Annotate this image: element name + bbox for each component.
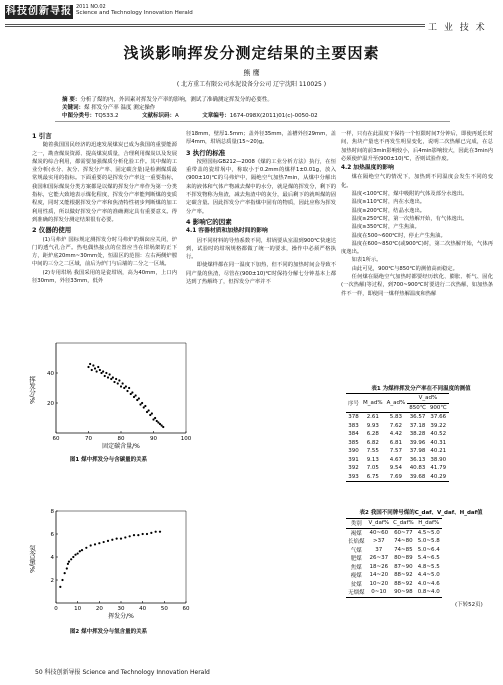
table-row	[346, 413, 449, 422]
table-cell: 378	[348, 414, 359, 421]
table-row	[346, 430, 449, 439]
clc-label: 中图分类号：	[62, 113, 96, 119]
table-cell: 7.05	[366, 465, 379, 472]
data-point	[129, 535, 131, 537]
classification-line	[62, 112, 462, 120]
table-row	[346, 563, 442, 572]
data-point	[100, 372, 102, 374]
paragraph: 温度在600~850℃(或900℃)时，第二次热解开始，气体再度逸出。	[341, 240, 493, 256]
data-point	[122, 382, 124, 384]
data-point	[89, 363, 91, 365]
paragraph: 随着我国国民经济的迅速发展煤炭已成为我国的重要能源之一，勘查煤炭资源、提高煤炭质量，合理利用煤炭以及发展煤炭的综合利用，都需要加强煤质分析化验工作。其中煤的工业分析(水分、灰分、挥发分产率、固定碳含量)是检测煤质最常规最实用的指标。下面重要的是挥发分产率这一重要指标，我国和国际煤炭分类方案都是以煤的挥发分产率作为第一分类指标，它能大致地表示煤化程度，挥发分产率能判断煤的变质程度，同时又能根据挥发分产率和焦渣特性初步判断煤的加工利用性质，所以做好挥发分产率的准确测定具有重要意义。得到准确的挥发分测定结果很有必要。	[32, 142, 177, 223]
header-rule-2	[5, 26, 425, 27]
table-cell: 5.0~5.8	[417, 538, 440, 545]
data-point	[105, 372, 107, 374]
table-cell: 383	[348, 422, 359, 429]
paragraph: 煤在隔绝空气的情况下，加热到不同温度会发生不同的变化。	[341, 174, 493, 189]
author: 熊 鹰	[243, 69, 260, 77]
table-cell: 4.67	[389, 456, 403, 463]
x-tick-label: 30	[117, 606, 125, 612]
data-point	[159, 423, 161, 425]
table-cell: 39.68	[409, 473, 426, 480]
table-row	[346, 456, 449, 465]
table-cell: 瘦煤	[350, 573, 362, 580]
table-row	[346, 537, 442, 546]
data-point	[155, 531, 157, 533]
data-point	[144, 405, 146, 407]
x-tick-label: 70	[85, 436, 92, 442]
data-point	[59, 586, 61, 588]
journal-english-name: Science and Technology Innovation Herald	[76, 10, 193, 16]
data-point	[136, 399, 138, 401]
table-1	[346, 393, 449, 482]
data-point	[92, 364, 94, 366]
table-cell: 26~37	[369, 555, 389, 562]
x-tick-label: 0	[54, 606, 58, 612]
table-cell: 74~85	[394, 546, 413, 553]
table-cell: 40.29	[430, 473, 447, 480]
doc-value: A	[174, 113, 179, 119]
x-tick-label: 100	[180, 436, 191, 442]
table-cell: 4.42	[389, 431, 403, 438]
paragraph: 因不同材料的导热系数不同，坩埚要从室温到900℃快速达到，试验时的坩埚规格都做了统一的要求，操作中必须严格执行。	[186, 237, 336, 261]
article-title: 浅谈影响挥发分测定结果的主要因素	[123, 44, 380, 62]
table-row	[346, 546, 442, 555]
table-header-cell: 类别	[350, 521, 362, 528]
y-axis-label: 氢含量/%	[28, 545, 36, 573]
paragraph: 温度≥250℃时，第一次热解开始，有气体逸出。	[351, 215, 468, 222]
table-header-cell: C_daf%	[393, 520, 414, 527]
table-cell: 39.96	[409, 439, 426, 446]
section-heading: 1 引言	[32, 132, 52, 140]
data-point	[118, 379, 120, 381]
data-point	[110, 378, 112, 380]
table-cell: 40.83	[409, 465, 426, 472]
column-2	[186, 130, 336, 286]
doc-label: 文献标识码：	[141, 113, 175, 119]
data-point	[128, 387, 130, 389]
table-cell: 80~89	[394, 555, 413, 562]
data-point	[151, 412, 153, 414]
table-cell: 褐煤	[350, 530, 362, 537]
keywords-line	[62, 104, 462, 112]
meta-rule	[55, 121, 450, 122]
data-point	[120, 385, 122, 387]
table-row	[346, 439, 449, 448]
table-row	[346, 422, 449, 431]
table-cell: 37	[375, 546, 383, 553]
data-point	[133, 534, 135, 536]
data-point	[142, 533, 144, 535]
data-point	[68, 561, 70, 563]
data-point	[104, 375, 106, 377]
table-cell: 88~92	[394, 580, 413, 587]
table-cell: 37.66	[430, 414, 447, 421]
data-point	[156, 420, 158, 422]
table-cell: 6.82	[366, 439, 379, 446]
table-cell: 74~80	[394, 538, 413, 545]
table-cell: 6.75	[366, 473, 379, 480]
abstract-label: 摘 要：	[62, 97, 81, 103]
data-point	[109, 373, 111, 375]
abstract-text: 分析了煤的内，外因素对挥发分产率的影响，测试了准确测定挥发分的必要性。	[80, 97, 273, 103]
header-rule	[5, 24, 425, 25]
data-point	[141, 402, 143, 404]
table-row	[346, 580, 442, 589]
table-row	[346, 473, 449, 482]
data-point	[107, 376, 109, 378]
table-row	[346, 464, 449, 473]
data-point	[124, 536, 126, 538]
x-tick-label: 40	[139, 606, 147, 612]
paragraph: 径18mm，壁厚1.5mm；盖外径35mm，盖槽外径29mm，盖厚4mm，坩埚总质量(15~20)g。	[186, 131, 336, 146]
paragraph: 如表1所示。	[351, 257, 382, 264]
table-cell: 6.28	[366, 431, 379, 438]
data-point	[79, 550, 81, 552]
page-footer: 50 科技创新导报 Science and Technology Innovation Herald	[35, 669, 210, 676]
data-point	[112, 376, 114, 378]
table-row	[346, 447, 449, 456]
table-cell: 7.62	[389, 422, 403, 429]
keywords-text: 煤 挥发分产率 温度 测定操作	[84, 105, 156, 111]
section-heading: 3 执行的标准	[186, 148, 226, 157]
table-cell: 36.57	[409, 414, 426, 421]
data-point	[107, 540, 109, 542]
table-cell: 88~92	[394, 572, 413, 579]
y-axis-label: 挥发分/%	[28, 376, 36, 404]
table-cell: 40.31	[430, 439, 447, 446]
table-cell: 37.18	[409, 422, 426, 429]
table-cell: 无烟煤	[348, 590, 365, 597]
paragraph: 温度<100℃时，煤中吸附的气体及部分水逸出。	[351, 191, 468, 198]
x-tick-label: 20	[95, 606, 103, 612]
data-point	[66, 567, 68, 569]
table-cell: 391	[348, 456, 359, 463]
table-header-cell: 序号	[346, 394, 361, 413]
subsection-heading: 4.2 加热温度的影响	[341, 165, 394, 172]
table-cell: 40.52	[430, 431, 447, 438]
data-point	[137, 534, 139, 536]
table-cell: 焦煤	[350, 564, 362, 571]
data-point	[130, 393, 132, 395]
table-cell: 60~77	[394, 529, 413, 536]
data-point	[154, 417, 156, 419]
data-point	[146, 533, 148, 535]
table-header-cell: H_daf%	[418, 520, 440, 527]
data-point	[103, 541, 105, 543]
y-tick-label: 20	[47, 401, 54, 407]
x-tick-label: 60	[52, 436, 60, 442]
table-cell: >37	[372, 538, 385, 545]
table-cell: 10~20	[369, 580, 389, 587]
figure-1-caption: 图1 煤中挥发分与含碳量的关系	[69, 457, 148, 463]
data-point	[120, 538, 122, 540]
y-tick-label: 2	[50, 578, 54, 584]
table-cell: 4.8~5.5	[417, 563, 440, 570]
figure-1-chart	[26, 338, 191, 453]
data-point	[99, 369, 101, 371]
data-point	[64, 572, 66, 574]
data-point	[126, 390, 128, 392]
data-point	[77, 552, 79, 554]
paragraph: 即使煤样都在同一温度下加热，但不同的加热时间会导致不同产量的焦渣，尽管在(900±10)℃时保持分解七分钟基本上都达到了热解终了，但挥发分产率并不	[186, 262, 336, 286]
table-cell: 5.0~6.4	[417, 546, 440, 553]
x-tick-label: 50	[160, 606, 168, 612]
table-cell: 39.22	[430, 422, 447, 429]
data-point	[125, 385, 127, 387]
data-point	[139, 403, 141, 405]
table-cell: 2.61	[366, 414, 379, 421]
x-tick-label: 10	[74, 606, 82, 612]
table-1-caption: 表1 为煤样挥发分产率在不同温度的测值	[371, 386, 471, 392]
table-cell: 7.69	[389, 473, 403, 480]
paragraph: 温度≥200℃时，结晶水逸出。	[351, 207, 426, 214]
paragraph: 温度在500~600℃时，停止产生焦油。	[351, 232, 446, 239]
data-point	[117, 382, 119, 384]
x-axis-label: 固定碳含量/%	[102, 443, 140, 450]
paragraph: 按照国标GB212—2008《煤的工业分析方法》执行，在恒重带盖的瓷坩埚中，称取小于0.2mm的煤样1±0.01g，放入(900±10)℃的马弗炉中，隔绝空气加热7min，从煤中分解出来的液体和气体产物减去煤中的水分，就是煤的挥发分，剩下的不挥发物称为焦渣，减去焦渣中的灰分，最后剩下的就叫煤的固定碳含量。因此挥发分产率指煤中固有的物质，因此应称为挥发分产率。	[186, 158, 336, 215]
table-header-cell: 900℃	[429, 404, 447, 411]
paragraph: 任何煤在隔绝空气加热时都要经历软化、膨胀、析气、固化(一次热解)等过程，到700~900℃时要进行二次热解，如加热条件不一样，即使同一煤样热解温度和热解	[341, 274, 493, 297]
data-point	[67, 563, 69, 565]
table-cell: 392	[348, 465, 359, 472]
section-heading: 4 影响它的因素	[186, 217, 232, 226]
table-cell: 9.93	[366, 422, 379, 429]
table-cell: 7.57	[389, 448, 403, 455]
table-cell: 5.4~6.5	[417, 555, 440, 562]
data-point	[162, 426, 164, 428]
data-point	[94, 367, 96, 369]
table-cell: 14~20	[369, 572, 389, 579]
data-point	[116, 538, 118, 540]
section-label: 工 业 技 术	[428, 23, 487, 33]
data-point	[135, 394, 137, 396]
affiliation: ( 北方重工有限公司水泥设备分公司 辽宁沈阳 110025 )	[176, 81, 327, 88]
x-axis-label: 挥发分/%	[108, 613, 134, 620]
table-cell: 36.13	[409, 456, 426, 463]
table-header-cell: M_ad%	[361, 394, 385, 413]
table-cell: 4.4~5.0	[417, 572, 440, 579]
data-point	[161, 424, 163, 426]
data-point	[149, 414, 151, 416]
data-point	[96, 370, 98, 372]
data-point	[94, 543, 96, 545]
column-3	[341, 130, 493, 298]
data-point	[133, 396, 135, 398]
table-header-cell: A_ad%	[385, 394, 408, 413]
table-header-cell: 850℃	[409, 404, 426, 411]
paragraph: 温度≥350℃时，产生焦油。	[351, 224, 420, 231]
data-point	[87, 366, 89, 368]
table-cell: 385	[348, 439, 359, 446]
column-1	[32, 130, 177, 285]
table-cell: 7.55	[366, 448, 379, 455]
y-tick-label: 4	[50, 555, 54, 561]
table-cell: 384	[348, 431, 359, 438]
table-header-cell: V_ad%	[407, 394, 448, 404]
paragraph: 由此可见，900℃与850℃的测值高而稳定。	[351, 265, 458, 272]
data-point	[157, 421, 159, 423]
data-point	[152, 418, 154, 420]
table-2	[346, 518, 442, 598]
data-point	[138, 397, 140, 399]
table-cell: 9.13	[366, 456, 379, 463]
x-tick-label: 90	[150, 436, 157, 442]
journal-name-box: 科技创新导报	[6, 6, 72, 17]
table-cell: 393	[348, 473, 359, 480]
data-point	[102, 370, 104, 372]
table-row	[346, 528, 442, 537]
table-cell: 5.83	[389, 414, 403, 421]
article-id-value: 1674-098X(2011)01(c)-0050-02	[229, 113, 318, 119]
table-row	[346, 571, 442, 580]
paragraph: (2)专用坩埚 我国采用的是瓷坩埚，高为40mm，上口内径30mm，外径33mm，低外	[32, 269, 177, 285]
y-tick-label: 8	[50, 509, 54, 515]
table-cell: 长焰煤	[348, 539, 365, 546]
continued-note: (下转52页)	[455, 602, 483, 608]
table-cell: 38.28	[409, 431, 426, 438]
x-tick-label: 80	[117, 436, 125, 442]
table-cell: 37.98	[409, 448, 426, 455]
data-point	[131, 391, 133, 393]
y-tick-label: 6	[50, 532, 54, 538]
figure-2-caption: 图2 煤中挥发分与氢含量的关系	[69, 629, 148, 635]
table-row	[346, 554, 442, 563]
data-point	[143, 406, 145, 408]
data-point	[146, 411, 148, 413]
table-cell: 38.90	[430, 456, 447, 463]
table-cell: 40~60	[369, 529, 389, 536]
table-cell: 9.54	[389, 465, 403, 472]
table-cell: 87~90	[394, 563, 413, 570]
article-id-label: 文章编号：	[202, 113, 230, 119]
paragraph: 温度≥110℃时，内在水逸出。	[351, 199, 426, 206]
abstract-line	[62, 96, 462, 104]
table-row	[346, 588, 442, 597]
table-cell: 40.21	[430, 448, 447, 455]
data-point	[113, 381, 115, 383]
subsection-heading: 4.1 容器材质和加热时间的影响	[186, 228, 268, 235]
paragraph: (1)马弗炉 国标规定测挥发分时马弗炉的烟囱应关闭，炉门的透气孔合严。热电偶热接点的位置应当在坩埚架的正下方，距炉底20mm~30mm处，恒温区的范围：左右两侧炉膛中间的三分之二区域，前后为炉门与后墙的二分之一区域。	[32, 236, 177, 268]
data-point	[90, 544, 92, 546]
data-point	[74, 554, 76, 556]
paragraph: 一样，只有在此温度下保持一个恒限时间7分钟后，即使再延长时间，焦块产量也不再发生明显变化，说明二次热解已完成，在总加热时间的前3min影响较小，后4min影响较大，因此在3min内必须使炉温升至(900±10)℃，否则试验作废。	[341, 131, 493, 162]
data-point	[70, 558, 72, 560]
table-cell: 0.8~4.0	[417, 589, 440, 596]
table-cell: 41.79	[430, 465, 447, 472]
table-cell: 90~98	[394, 589, 413, 596]
keywords-label: 关键词：	[62, 105, 85, 111]
table-cell: 4.0~4.6	[417, 580, 440, 587]
table-cell: 贫煤	[350, 581, 362, 588]
issue-number: 2011 NO.02	[76, 4, 106, 10]
table-cell: 18~26	[369, 563, 389, 570]
section-heading: 2 仪器的使用	[32, 226, 72, 235]
data-point	[150, 532, 152, 534]
data-point	[85, 547, 87, 549]
table-cell: 肥煤	[350, 556, 362, 563]
table-cell: 气煤	[350, 547, 362, 554]
figure-2-chart	[26, 505, 191, 623]
y-tick-label: 40	[47, 371, 54, 377]
data-point	[115, 378, 117, 380]
data-point	[72, 556, 74, 558]
data-point	[111, 539, 113, 541]
data-point	[97, 366, 99, 368]
data-point	[81, 549, 83, 551]
data-point	[159, 531, 161, 533]
table-header-cell: V_daf%	[368, 520, 390, 527]
clc-value: TQ533.2	[95, 113, 119, 119]
data-point	[61, 579, 63, 581]
data-point	[123, 387, 125, 389]
table-cell: 0~10	[371, 589, 387, 596]
data-point	[91, 369, 93, 371]
table-cell: 390	[348, 448, 359, 455]
table-cell: 6.81	[389, 439, 403, 446]
table-2-caption: 表2 我国不同牌号煤的C_daf、V_daf、H_daf值	[359, 510, 483, 516]
table-cell: 4.5~5.0	[417, 529, 440, 536]
data-point	[98, 542, 100, 544]
x-tick-label: 60	[182, 606, 190, 612]
data-point	[148, 409, 150, 411]
